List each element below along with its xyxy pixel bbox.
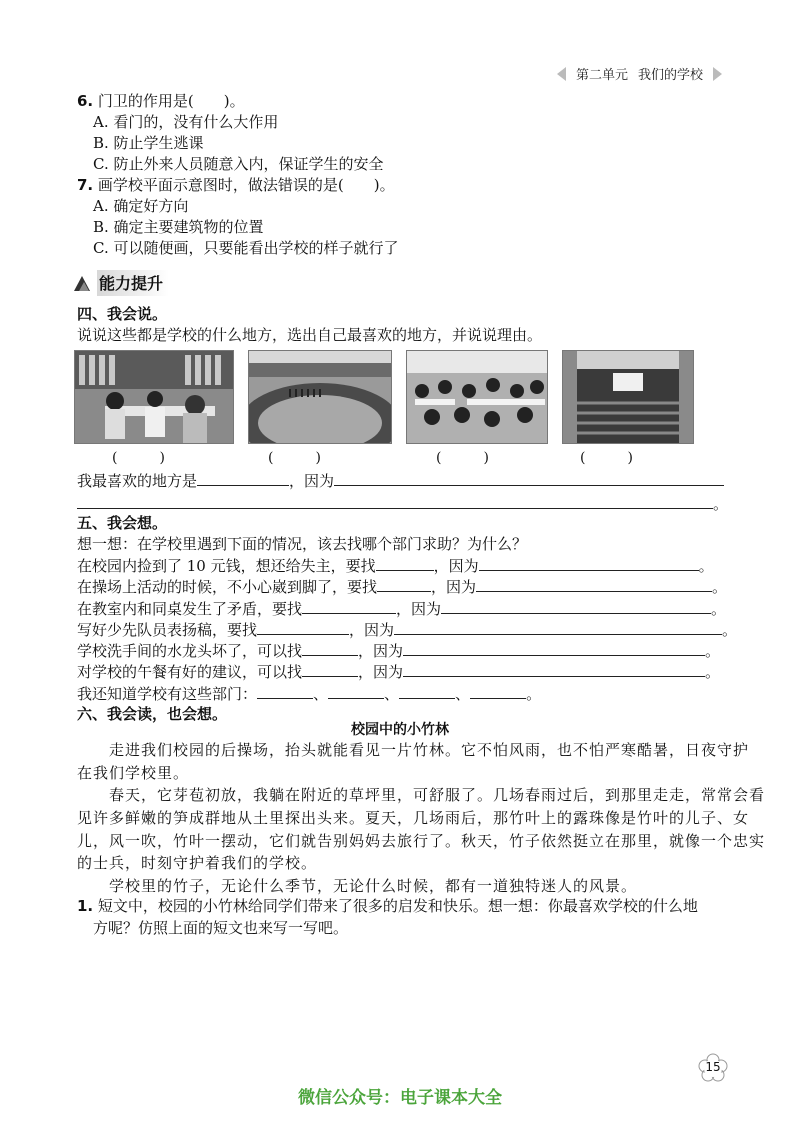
reason-blank[interactable] (403, 640, 705, 656)
photo-3-answer: ( ) (436, 450, 489, 466)
header-unit: 第二单元 (575, 68, 628, 83)
department-name-blank[interactable] (257, 683, 313, 699)
reason-blank[interactable] (476, 576, 712, 592)
page-number: 15 (705, 1060, 721, 1074)
situation-row: 学校洗手间的水龙头坏了，可以找 ，因为 。 (77, 642, 721, 660)
situation-row: 在操场上活动的时候，不小心崴到脚了，要找 ，因为 。 (77, 578, 728, 596)
departments-row: 我还知道学校有这些部门： 、 、 、 。 (77, 685, 542, 703)
department-name-blank[interactable] (470, 683, 526, 699)
question-7-stem: 画学校平面示意图时，做法错误的是( )。 (97, 176, 395, 194)
department-blank[interactable] (302, 640, 358, 656)
department-blank[interactable] (302, 661, 358, 677)
story-line: 见许多鲜嫩的笋成群地从土里探出头来。夏天，几场雨后，那竹叶上的露珠像是竹叶的儿子、女 (77, 809, 750, 827)
question-7-option-a: A. 确定好方向 (93, 197, 189, 215)
question-1: 1. 短文中，校园的小竹林给同学们带来了很多的启发和快乐。想一想：你最喜欢学校的什么地 (77, 897, 698, 915)
situation-row: 写好少先队员表扬稿，要找 ，因为 。 (77, 621, 738, 639)
department-name-blank[interactable] (399, 683, 455, 699)
story-title: 校园中的小竹林 (351, 722, 449, 738)
canteen-photo (406, 350, 548, 444)
question-6-option-b: B. 防止学生逃课 (93, 134, 204, 152)
story-line: 的士兵，时刻守护着我们的学校。 (77, 854, 318, 872)
library-photo (74, 350, 234, 444)
situation-row: 对学校的午餐有好的建议，可以找 ，因为 。 (77, 663, 721, 681)
photo-1-answer: ( ) (112, 450, 165, 466)
question-1-line-2: 方呢？仿照上面的短文也来写一写吧。 (93, 919, 349, 937)
situation-row: 在教室内和同桌发生了矛盾，要找 ，因为 。 (77, 600, 727, 618)
section-5-prompt: 想一想：在学校里遇到下面的情况，该去找哪个部门求助？为什么？ (77, 535, 528, 553)
department-blank[interactable] (376, 555, 434, 571)
question-6: 6. 门卫的作用是( )。 (77, 92, 245, 110)
department-blank[interactable] (377, 576, 431, 592)
section-6-title: 六、我会读，也会想。 (77, 705, 228, 723)
department-blank[interactable] (302, 598, 396, 614)
footer-watermark: 微信公众号：电子课本大全 (298, 1088, 502, 1108)
question-6-option-c: C. 防止外来人员随意入内，保证学生的安全 (93, 155, 384, 173)
story-line: 走进我们校园的后操场，抬头就能看见一片竹林。它不怕风雨，也不怕严寒酷暑，日夜守护 (77, 741, 750, 759)
page-number-badge (698, 1053, 728, 1083)
running-header (557, 64, 722, 83)
mountain-icon (73, 274, 91, 292)
section-5-title: 五、我会想。 (77, 514, 168, 532)
reason-blank[interactable] (394, 619, 722, 635)
right-triangle-icon (713, 67, 722, 81)
story-line: 春天，它芽苞初放，我躺在附近的草坪里，可舒服了。几场春雨过后，到那里走走，常常会看 (77, 786, 766, 804)
question-7-option-b: B. 确定主要建筑物的位置 (93, 218, 264, 236)
photo-2-answer: ( ) (268, 450, 321, 466)
favorite-reason-blank-2[interactable] (77, 493, 713, 509)
favorite-place-blank[interactable] (197, 470, 289, 486)
reason-blank[interactable] (441, 598, 711, 614)
reason-blank[interactable] (479, 555, 699, 571)
favorite-line-2: 。 (77, 493, 728, 514)
left-triangle-icon (557, 67, 566, 81)
photo-4-answer: ( ) (580, 450, 633, 466)
question-7: 7. 画学校平面示意图时，做法错误的是( )。 (77, 176, 395, 194)
section-4-prompt: 说说这些都是学校的什么地方，选出自己最喜欢的地方，并说说理由。 (77, 326, 543, 344)
question-6-option-a: A. 看门的，没有什么大作用 (93, 113, 279, 131)
section-banner (73, 270, 169, 296)
story-line: 学校里的竹子，无论什么季节，无论什么时候，都有一道独特迷人的风景。 (77, 877, 638, 895)
situation-row: 在校园内捡到了 10 元钱，想还给失主，要找 ，因为 。 (77, 557, 714, 575)
story-line: 在我们学校里。 (77, 764, 190, 782)
auditorium-photo (562, 350, 694, 444)
question-1-line-1: 短文中，校园的小竹林给同学们带来了很多的启发和快乐。想一想：你最喜欢学校的什么地 (97, 897, 698, 915)
playground-photo (248, 350, 392, 444)
department-name-blank[interactable] (328, 683, 384, 699)
section-4-title: 四、我会说。 (77, 305, 168, 323)
question-7-option-c: C. 可以随便画，只要能看出学校的样子就行了 (93, 239, 399, 257)
header-title: 我们的学校 (637, 68, 703, 83)
favorite-line: 我最喜欢的地方是 ，因为 (77, 470, 724, 491)
banner-title: 能力提升 (97, 270, 169, 296)
favorite-reason-blank[interactable] (334, 470, 724, 486)
department-blank[interactable] (257, 619, 349, 635)
reason-blank[interactable] (403, 661, 705, 677)
story-line: 儿，风一吹，竹叶一摆动，它们就告别妈妈去旅行了。秋天，竹子依然挺立在那里，就像一个忠实 (77, 832, 766, 850)
question-6-stem: 门卫的作用是( )。 (97, 92, 245, 110)
